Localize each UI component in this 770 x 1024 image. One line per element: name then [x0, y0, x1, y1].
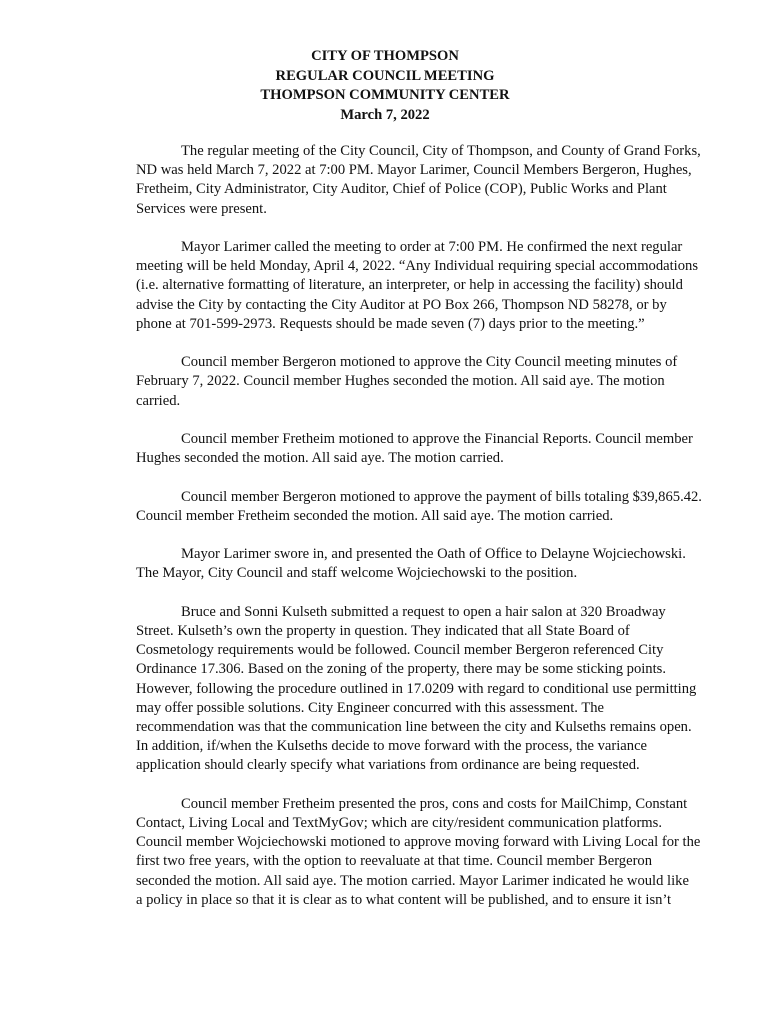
text-line: Contact, Living Local and TextMyGov; which are city/resident communication platforms.	[136, 815, 662, 831]
paragraph-hair-salon-request	[91, 603, 697, 776]
text-line: application should clearly specify what variations from ordinance are being requested.	[136, 757, 640, 774]
text-line: Cosmetology requirements would be followed. Council member Bergeron referenced City	[136, 642, 664, 659]
text-line: In addition, if/when the Kulseths decide to move forward with the process, the variance	[136, 738, 648, 755]
minutes-body	[91, 142, 702, 929]
text-line: phone at 701-599-2973. Requests should be made seven (7) days prior to the meeting.”	[136, 315, 645, 332]
text-line: However, following the procedure outlined in 17.0209 with regard to conditional use permitting	[136, 680, 697, 697]
text-line: Council member Fretheim seconded the motion. All said aye. The motion carried.	[136, 507, 614, 524]
text-line: may offer possible solutions. City Engineer concurred with this assessment. The	[136, 699, 605, 716]
text-line: Council member Fretheim presented the pros, cons and costs for MailChimp, Constant	[181, 795, 688, 812]
text-line: Council member Bergeron motioned to approve the City Council meeting minutes of	[181, 354, 678, 371]
text-line: (i.e. alternative formatting of literature, an interpreter, or help in accessing the facility) should	[136, 277, 683, 294]
text-line: Hughes seconded the motion. All said aye. The motion carried.	[136, 450, 504, 467]
text-line: February 7, 2022. Council member Hughes seconded the motion. All said aye. The motion	[136, 373, 665, 390]
text-line: The Mayor, City Council and staff welcome Wojciechowski to the position.	[136, 565, 578, 582]
paragraph-attendance	[91, 142, 701, 219]
text-line: Street. Kulseth’s own the property in question. They indicated that all State Board of	[136, 622, 630, 639]
paragraph-financial-reports	[91, 430, 693, 468]
text-line: Services were present.	[136, 200, 267, 217]
text-line: first two free years, with the option to reevaluate at that time. Council member Bergeron	[136, 853, 653, 870]
paragraph-bills-payment	[91, 488, 702, 526]
text-line: recommendation was that the communication line between the city and Kulseths remains open.	[136, 719, 692, 735]
text-line: Mayor Larimer called the meeting to order at 7:00 PM. He confirmed the next regular	[181, 239, 683, 255]
text-line: Ordinance 17.306. Based on the zoning of the property, there may be some sticking points.	[136, 661, 666, 678]
document-header	[0, 47, 770, 125]
header-meeting-type: REGULAR COUNCIL MEETING	[275, 67, 495, 84]
header-date: March 7, 2022	[340, 106, 430, 123]
text-line: a policy in place so that it is clear as to what content will be published, and to ensure it isn’t	[136, 891, 672, 908]
text-line: Council member Wojciechowski motioned to approve moving forward with Living Local for the	[136, 834, 701, 851]
paragraph-minutes-approval	[91, 353, 683, 411]
paragraph-oath-of-office	[91, 545, 686, 583]
header-location: THOMPSON COMMUNITY CENTER	[260, 87, 510, 104]
text-line: Bruce and Sonni Kulseth submitted a request to open a hair salon at 320 Broadway	[181, 603, 666, 620]
text-line: Fretheim, City Administrator, City Auditor, Chief of Police (COP), Public Works and Plant	[136, 181, 667, 198]
header-city: CITY OF THOMPSON	[311, 48, 459, 64]
text-line: seconded the motion. All said aye. The motion carried. Mayor Larimer indicated he would like	[136, 872, 689, 889]
text-line: advise the City by contacting the City Auditor at PO Box 266, Thompson ND 58278, or by	[136, 296, 667, 313]
paragraph-call-to-order	[91, 238, 699, 334]
text-line: Council member Fretheim motioned to approve the Financial Reports. Council member	[181, 431, 693, 447]
paragraph-communication-platforms	[91, 795, 701, 910]
text-line: The regular meeting of the City Council, City of Thompson, and County of Grand Forks,	[181, 143, 701, 159]
text-line: Council member Bergeron motioned to approve the payment of bills totaling $39,865.42.	[181, 488, 702, 505]
text-line: ND was held March 7, 2022 at 7:00 PM. Mayor Larimer, Council Members Bergeron, Hughes,	[136, 162, 692, 179]
text-line: carried.	[136, 392, 181, 409]
text-line: Mayor Larimer swore in, and presented the Oath of Office to Delayne Wojciechowski.	[181, 546, 686, 563]
text-line: meeting will be held Monday, April 4, 2022. “Any Individual requiring special accommodations	[136, 258, 699, 275]
